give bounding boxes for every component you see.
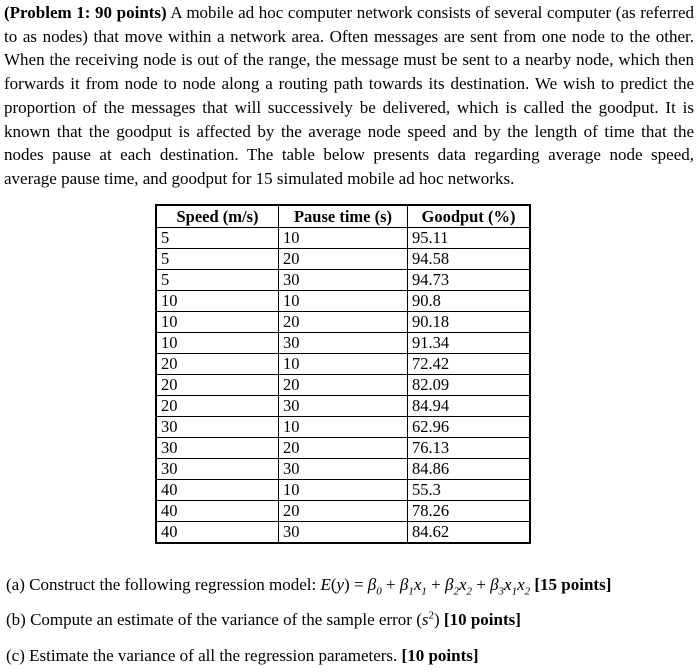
cell-speed: 20 — [156, 396, 279, 417]
table-row — [156, 396, 530, 417]
table-row — [156, 459, 530, 480]
table-row — [156, 228, 530, 249]
data-table — [155, 204, 531, 544]
question-c-points: [10 points] — [401, 646, 479, 665]
table-row — [156, 417, 530, 438]
cell-speed: 10 — [156, 333, 279, 354]
table-row — [156, 438, 530, 459]
question-b-text: (b) Compute an estimate of the variance of the sample error ( — [6, 610, 422, 629]
table-body — [156, 228, 530, 544]
cell-speed: 5 — [156, 228, 279, 249]
table-row — [156, 522, 530, 544]
question-b-close: ) — [434, 610, 444, 629]
table-row — [156, 312, 530, 333]
table-row — [156, 354, 530, 375]
table-row — [156, 501, 530, 522]
cell-speed: 40 — [156, 501, 279, 522]
table-row — [156, 249, 530, 270]
cell-pause-time: 30 — [279, 333, 408, 354]
cell-pause-time: 30 — [279, 522, 408, 544]
cell-speed: 5 — [156, 270, 279, 291]
cell-speed: 10 — [156, 291, 279, 312]
cell-pause-time: 10 — [279, 480, 408, 501]
cell-goodput: 91.34 — [408, 333, 531, 354]
question-a-text: (a) Construct the following regression model: — [6, 575, 321, 594]
cell-pause-time: 20 — [279, 501, 408, 522]
cell-goodput: 94.58 — [408, 249, 531, 270]
cell-pause-time: 30 — [279, 270, 408, 291]
question-b-points: [10 points] — [443, 610, 521, 629]
cell-pause-time: 20 — [279, 312, 408, 333]
question-b — [6, 609, 521, 631]
cell-goodput: 94.73 — [408, 270, 531, 291]
cell-goodput: 90.8 — [408, 291, 531, 312]
cell-pause-time: 30 — [279, 396, 408, 417]
header-speed: Speed (m/s) — [156, 205, 279, 228]
cell-speed: 10 — [156, 312, 279, 333]
question-a — [6, 574, 611, 596]
cell-goodput: 78.26 — [408, 501, 531, 522]
table-row — [156, 270, 530, 291]
cell-goodput: 84.94 — [408, 396, 531, 417]
cell-goodput: 90.18 — [408, 312, 531, 333]
cell-goodput: 55.3 — [408, 480, 531, 501]
question-a-points: [15 points] — [534, 575, 612, 594]
cell-speed: 20 — [156, 354, 279, 375]
table-row — [156, 333, 530, 354]
regression-formula: $E(y) = \beta_0 + \beta_1x_1 + \beta_2x_2 + \beta_3x_1x_2$ — [320, 575, 531, 598]
table-row — [156, 291, 530, 312]
table-row — [156, 480, 530, 501]
cell-goodput: 76.13 — [408, 438, 531, 459]
cell-speed: 30 — [156, 459, 279, 480]
cell-goodput: 84.62 — [408, 522, 531, 544]
cell-speed: 30 — [156, 417, 279, 438]
cell-pause-time: 20 — [279, 438, 408, 459]
cell-pause-time: 10 — [279, 228, 408, 249]
cell-goodput: 82.09 — [408, 375, 531, 396]
sample-variance-symbol: $s^2$ — [421, 609, 434, 629]
problem-body: A mobile ad hoc computer network consists of several computer (as referred to as nodes) that move within a network area. Often messages are sent from one node to the other. When the receiving node is out of the range, the message must be sent to a nearby node, which then forwards it from node to node along a routing path towards its destination. We wish to predict the proportion of the messages that will successively be delivered, which is called the goodput. It is known that the goodput is affected by the average node speed and by the length of time that the nodes pause at each destination. The table below presents data regarding average node speed, average pause time, and goodput for 15 simulated mobile ad hoc networks. — [4, 3, 694, 188]
cell-goodput: 62.96 — [408, 417, 531, 438]
cell-speed: 40 — [156, 480, 279, 501]
cell-pause-time: 30 — [279, 459, 408, 480]
cell-pause-time: 20 — [279, 249, 408, 270]
problem-heading: (Problem 1: 90 points) — [4, 3, 167, 22]
question-c-text: (c) Estimate the variance of all the regression parameters. — [6, 646, 402, 665]
cell-speed: 5 — [156, 249, 279, 270]
cell-pause-time: 10 — [279, 417, 408, 438]
table-header-row — [156, 205, 530, 228]
cell-goodput: 95.11 — [408, 228, 531, 249]
cell-pause-time: 10 — [279, 291, 408, 312]
cell-pause-time: 10 — [279, 354, 408, 375]
header-goodput: Goodput (%) — [408, 205, 531, 228]
question-c — [6, 645, 479, 667]
table-row — [156, 375, 530, 396]
header-pause-time: Pause time (s) — [279, 205, 408, 228]
cell-pause-time: 20 — [279, 375, 408, 396]
cell-speed: 30 — [156, 438, 279, 459]
cell-speed: 20 — [156, 375, 279, 396]
cell-speed: 40 — [156, 522, 279, 544]
problem-statement — [4, 1, 694, 191]
cell-goodput: 84.86 — [408, 459, 531, 480]
cell-goodput: 72.42 — [408, 354, 531, 375]
